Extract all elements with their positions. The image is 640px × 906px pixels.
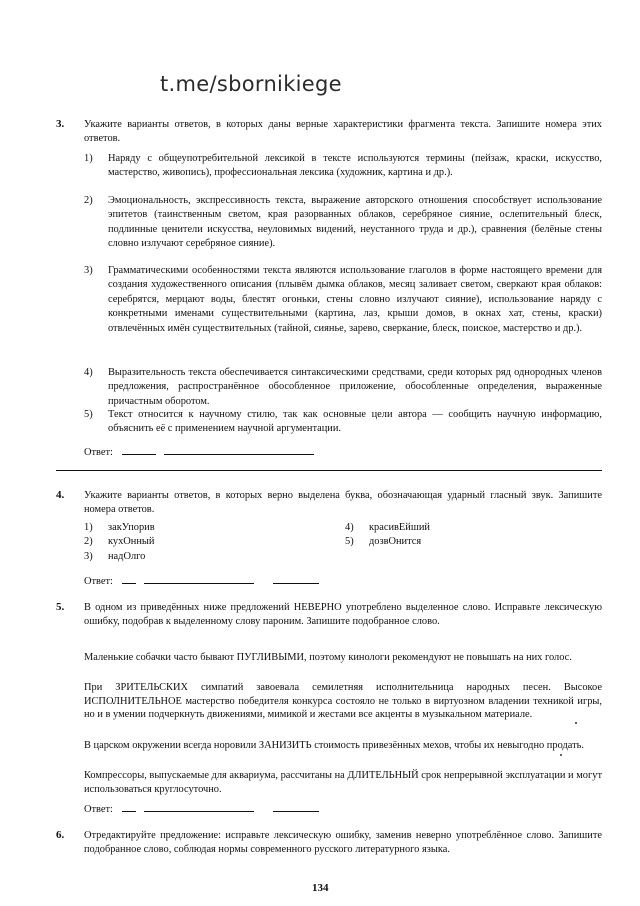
option-text: закУпорив: [108, 522, 155, 533]
option-text: Текст относится к научному стилю, так как основные цели автора — сообщить научную информацию, объяснить её с применением научной аргументации.: [108, 409, 602, 435]
option-text: красивЕйший: [369, 522, 430, 533]
answer-line[interactable]: [273, 573, 319, 584]
option-number: 5): [345, 536, 354, 548]
option-text: Грамматическими особенностями текста являются использование глаголов в форме настоящего времени для создания художественного описания (плывём дымка облаков, месяц заливает светом, сверкают края облаков: серебрятся, мерцают воды, блестят огоньки, стены словно излучают сияние), использование наряду с конкретными именами существительными (картина, лаз, крыши домов, в окнах хат, стены, краски) отвлечённых имён существительных (тайной, сиянье, зарево, сверкание, блеск, поиское, мастерство и др.).: [108, 265, 602, 334]
options-left: [84, 521, 155, 564]
answer-field: [84, 444, 314, 460]
answer-option: [84, 550, 155, 564]
answer-option: [345, 521, 430, 535]
task-prompt: Укажите варианты ответов, в которых верно выделена буква, обозначающая ударный гласный звук. Запишите номера ответов.: [84, 490, 602, 516]
answer-line[interactable]: [122, 573, 136, 584]
task-number: 5.: [56, 601, 65, 613]
option-text: Эмоциональность, экспрессивность текста, выражение авторского отношения способствует использование эпитетов (таинственным светом, края разорванных облаков, серебряное сияние, ослепительный блеск, подлинные ценители искусства, неуловимых видений, неустанного труда и др.), сравнения (белёные стены словно излучают серебряное сияние).: [108, 195, 602, 250]
answer-field: [84, 573, 319, 589]
answer-line[interactable]: [122, 444, 156, 455]
answer-line[interactable]: [273, 801, 319, 812]
option-number: 3): [84, 265, 93, 276]
option-text: кухОнный: [108, 536, 155, 548]
option-number: 4): [84, 367, 93, 378]
option-text: дозвОнится: [369, 536, 422, 548]
task-prompt: Укажите варианты ответов, в которых даны верные характеристики фрагмента текста. Запишите номера этих ответов.: [84, 119, 602, 145]
answer-label: Ответ:: [84, 447, 113, 458]
sentence: Маленькие собачки часто бывают ПУГЛИВЫМИ, поэтому кинологи рекомендуют не повышать на них голос.: [84, 652, 572, 663]
task-number: 4.: [56, 489, 65, 501]
sentence: При ЗРИТЕЛЬСКИХ симпатий завоевала семилетняя исполнительница народных песен. Высокое ИСПОЛНИТЕЛЬНОЕ мастерство победителя конкурса состояло не только в виртуозном владении техникой игры, но и в умении подчеркнуть движениями, мимикой и жестами все акценты в музыкальном материале.: [84, 682, 602, 721]
answer-option: [345, 535, 430, 549]
answer-line[interactable]: [122, 801, 136, 812]
section-divider: [56, 470, 602, 471]
scan-speck: [560, 754, 562, 756]
page-number: 134: [312, 882, 329, 894]
option-number: 2): [84, 195, 93, 206]
option-number: 4): [345, 522, 354, 533]
task-number: 3.: [56, 118, 65, 130]
option-number: 5): [84, 409, 93, 420]
answer-line[interactable]: [144, 801, 254, 812]
task-prompt: В одном из приведённых ниже предложений НЕВЕРНО употреблено выделенное слово. Исправьте лексическую ошибку, подобрав к выделенному слову пароним. Запишите подобранное слово.: [84, 602, 602, 628]
answer-option: [84, 521, 155, 535]
option-text: Выразительность текста обеспечивается синтаксическими средствами, среди которых ряд однородных членов предложения, распространённое обособленное приложение, обособленные определения, выраженные причастным оборотом.: [108, 367, 602, 407]
options-right: [345, 521, 430, 550]
answer-option: [84, 535, 155, 549]
answer-line[interactable]: [164, 444, 314, 455]
task-prompt: Отредактируйте предложение: исправьте лексическую ошибку, заменив неверно употреблённое слово. Запишите подобранное слово, соблюдая нормы современного русского литературного языка.: [84, 830, 602, 856]
sentence: В царском окружении всегда норовили ЗАНИЗИТЬ стоимость привезённых мехов, чтобы их невыгодно продать.: [84, 740, 584, 751]
answer-label: Ответ:: [84, 804, 113, 815]
option-number: 1): [84, 153, 93, 164]
option-number: 2): [84, 536, 93, 548]
option-text: надОлго: [108, 550, 146, 562]
answer-label: Ответ:: [84, 576, 113, 587]
answer-field: [84, 801, 319, 817]
task-number: 6.: [56, 829, 65, 841]
scan-speck: [575, 722, 577, 724]
sentence: Компрессоры, выпускаемые для аквариума, рассчитаны на ДЛИТЕЛЬНЫЙ срок непрерывной эксплуатации и могут использоваться круглосуточно.: [84, 770, 602, 795]
option-text: Наряду с общеупотребительной лексикой в тексте используются термины (пейзаж, краски, искусство, мастерство, живопись), профессиональная лексика (художник, картина и др.).: [108, 153, 602, 179]
option-number: 1): [84, 522, 93, 533]
watermark: t.me/sbornikiege: [160, 72, 342, 96]
option-number: 3): [84, 550, 93, 562]
answer-line[interactable]: [144, 573, 254, 584]
